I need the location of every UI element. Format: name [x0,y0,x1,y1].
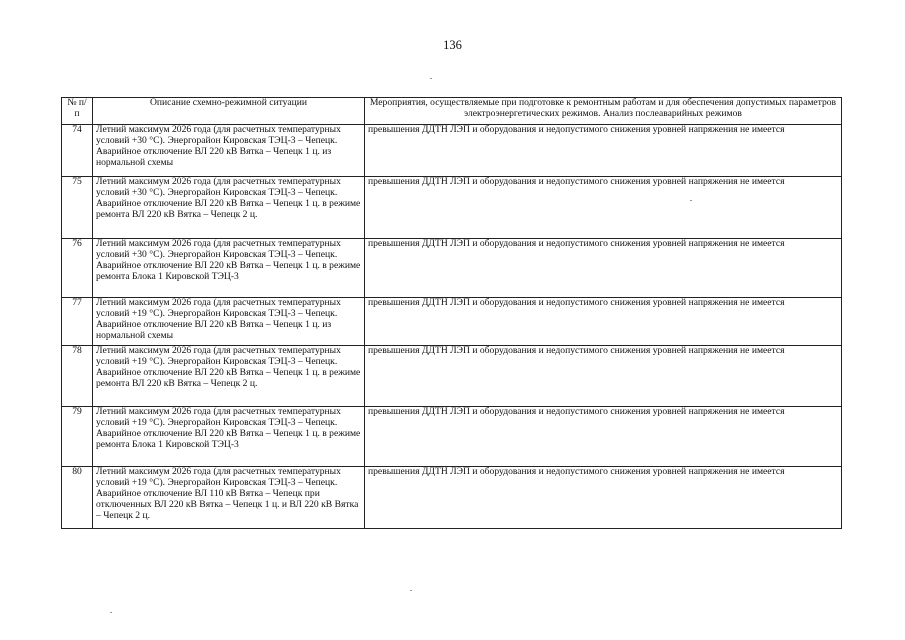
row-description: Летний максимум 2026 года (для расчетных температурных условий +30 °С). Энергорайон Кировская ТЭЦ-3 – Чепецк. Аварийное отключение ВЛ 220 кВ Вятка – Чепецк 1 ц. в режиме ремонта Блока 1 Кировской ТЭЦ-3 [93,239,365,298]
row-measures: превышения ДДТН ЛЭП и оборудования и недопустимого снижения уровней напряжения не имеется [365,298,842,346]
table-row [62,177,842,239]
header-num: № п/п [62,98,93,125]
table-row [62,298,842,346]
table-row [62,125,842,177]
row-description: Летний максимум 2026 года (для расчетных температурных условий +30 °С). Энергорайон Кировская ТЭЦ-3 – Чепецк. Аварийное отключение ВЛ 220 кВ Вятка – Чепецк 1 ц. в режиме ремонта ВЛ 220 кВ Вятка – Чепецк 2 ц. [93,177,365,239]
scan-speck [110,612,112,613]
row-description: Летний максимум 2026 года (для расчетных температурных условий +30 °С). Энергорайон Кировская ТЭЦ-3 – Чепецк. Аварийное отключение ВЛ 220 кВ Вятка – Чепецк 1 ц. из нормальной схемы [93,125,365,177]
table-row [62,239,842,298]
row-num: 77 [62,298,93,346]
row-measures: превышения ДДТН ЛЭП и оборудования и недопустимого снижения уровней напряжения не имеется [365,346,842,407]
row-description: Летний максимум 2026 года (для расчетных температурных условий +19 °С). Энергорайон Кировская ТЭЦ-3 – Чепецк. Аварийное отключение ВЛ 110 кВ Вятка – Чепецк при отключенных ВЛ 220 кВ Вятка – Чепецк 1 ц. и ВЛ 220 кВ Вятка – Чепецк 2 ц. [93,467,365,529]
scan-speck [690,200,692,201]
row-measures: превышения ДДТН ЛЭП и оборудования и недопустимого снижения уровней напряжения не имеется [365,177,842,239]
table-header-row [62,98,842,125]
row-description: Летний максимум 2026 года (для расчетных температурных условий +19 °С). Энергорайон Кировская ТЭЦ-3 – Чепецк. Аварийное отключение ВЛ 220 кВ Вятка – Чепецк 1 ц. в режиме ремонта Блока 1 Кировской ТЭЦ-3 [93,407,365,467]
row-measures: превышения ДДТН ЛЭП и оборудования и недопустимого снижения уровней напряжения не имеется [365,407,842,467]
row-num: 76 [62,239,93,298]
row-description: Летний максимум 2026 года (для расчетных температурных условий +19 °С). Энергорайон Кировская ТЭЦ-3 – Чепецк. Аварийное отключение ВЛ 220 кВ Вятка – Чепецк 1 ц. из нормальной схемы [93,298,365,346]
table-row [62,407,842,467]
page-number: 136 [443,38,462,52]
header-measures: Мероприятия, осуществляемые при подготовке к ремонтным работам и для обеспечения допустимых параметров электроэнергетических режимов. Анализ послеаварийных режимов [365,98,842,125]
scan-speck [430,78,432,79]
scan-speck [410,590,412,591]
header-description: Описание схемно-режимной ситуации [93,98,365,125]
row-num: 80 [62,467,93,529]
row-num: 75 [62,177,93,239]
row-num: 74 [62,125,93,177]
row-measures: превышения ДДТН ЛЭП и оборудования и недопустимого снижения уровней напряжения не имеется [365,467,842,529]
table-row [62,346,842,407]
row-measures: превышения ДДТН ЛЭП и оборудования и недопустимого снижения уровней напряжения не имеется [365,239,842,298]
row-num: 79 [62,407,93,467]
row-description: Летний максимум 2026 года (для расчетных температурных условий +19 °С). Энергорайон Кировская ТЭЦ-3 – Чепецк. Аварийное отключение ВЛ 220 кВ Вятка – Чепецк 1 ц. в режиме ремонта ВЛ 220 кВ Вятка – Чепецк 2 ц. [93,346,365,407]
row-measures: превышения ДДТН ЛЭП и оборудования и недопустимого снижения уровней напряжения не имеется [365,125,842,177]
regime-table [61,97,842,529]
row-num: 78 [62,346,93,407]
table-row [62,467,842,529]
